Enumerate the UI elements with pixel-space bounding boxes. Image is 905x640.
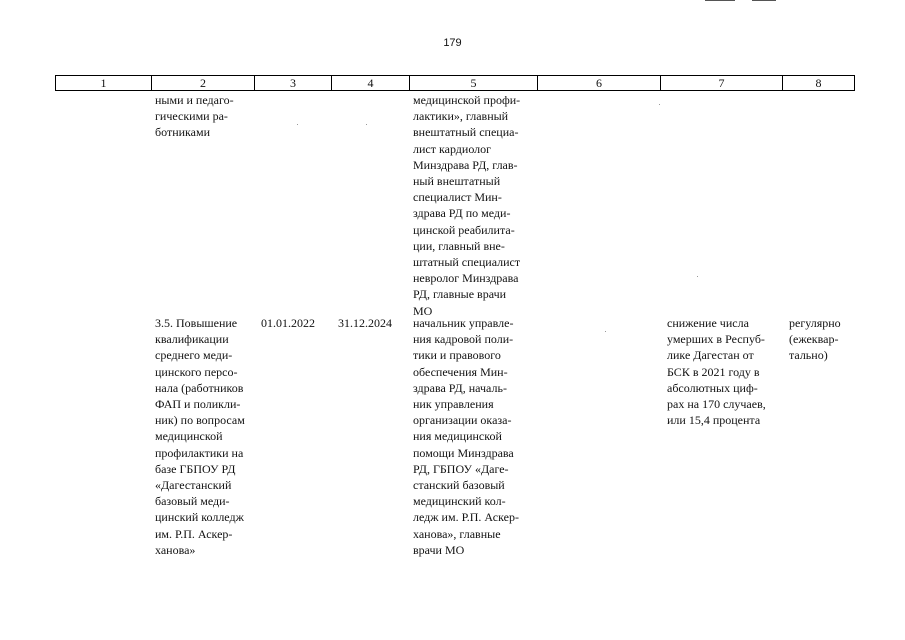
table-cell-row2-col5: начальник управле- ния кадровой поли- тики и правового обеспечения Мин- здрава РД, началь- ник управления организации оказа- ния медицинской помощи Минздрава РД, ГБПОУ «Даге- станский базовый медицинский кол- ледж им. Р.П. Аскер- ханова», главные врачи МО (413, 316, 519, 557)
page-number: 179 (443, 37, 462, 49)
scan-speck (697, 276, 698, 277)
table-cell-row2-col4: 31.12.2024 (338, 316, 392, 330)
column-divider (854, 75, 855, 91)
table-cell-row1-col5: медицинской профи- лактики», главный внештатный специа- лист кардиолог Минздрава РД, глав- ный внештатный специалист Мин- здрава РД по меди- цинской реабилита- ции, главный вне- штатный специалист невролог Минздрава РД, главные врачи МО (413, 93, 521, 318)
scan-speck (366, 124, 367, 125)
scan-speck (297, 124, 298, 125)
header-column-4: 4 (367, 76, 374, 90)
scan-mark (752, 0, 776, 1)
scan-speck (605, 331, 606, 332)
scan-speck (659, 104, 660, 105)
header-column-2: 2 (200, 76, 206, 90)
header-column-8: 8 (815, 76, 822, 90)
table-cell-row2-col8: регулярно (ежеквар- тально) (789, 316, 841, 363)
table-cell-row1-col2: ными и педаго- гическими ра- ботниками (155, 93, 234, 140)
header-column-5: 5 (470, 76, 477, 90)
header-column-7: 7 (718, 76, 725, 90)
table-cell-row2-col3: 01.01.2022 (261, 316, 315, 330)
table-cell-row2-col2: 3.5. Повышение квалификации среднего меди- цинского персо- нала (работников ФАП и поликли- ник) по вопросам медицинской профилактики на базе ГБПОУ РД «Дагестанский базовый меди- цинский колледж им. Р.П. Аскер- ханова» (155, 316, 245, 557)
table-cell-row2-col7: снижение числа умерших в Респуб- лике Дагестан от БСК в 2021 году в абсолютных циф- рах на 170 случаев, или 15,4 процента (667, 316, 766, 428)
header-column-3: 3 (290, 76, 296, 90)
scan-mark (705, 0, 735, 1)
table-header-bottom-border (55, 90, 855, 91)
header-column-1: 1 (100, 76, 107, 90)
header-column-6: 6 (596, 76, 602, 90)
